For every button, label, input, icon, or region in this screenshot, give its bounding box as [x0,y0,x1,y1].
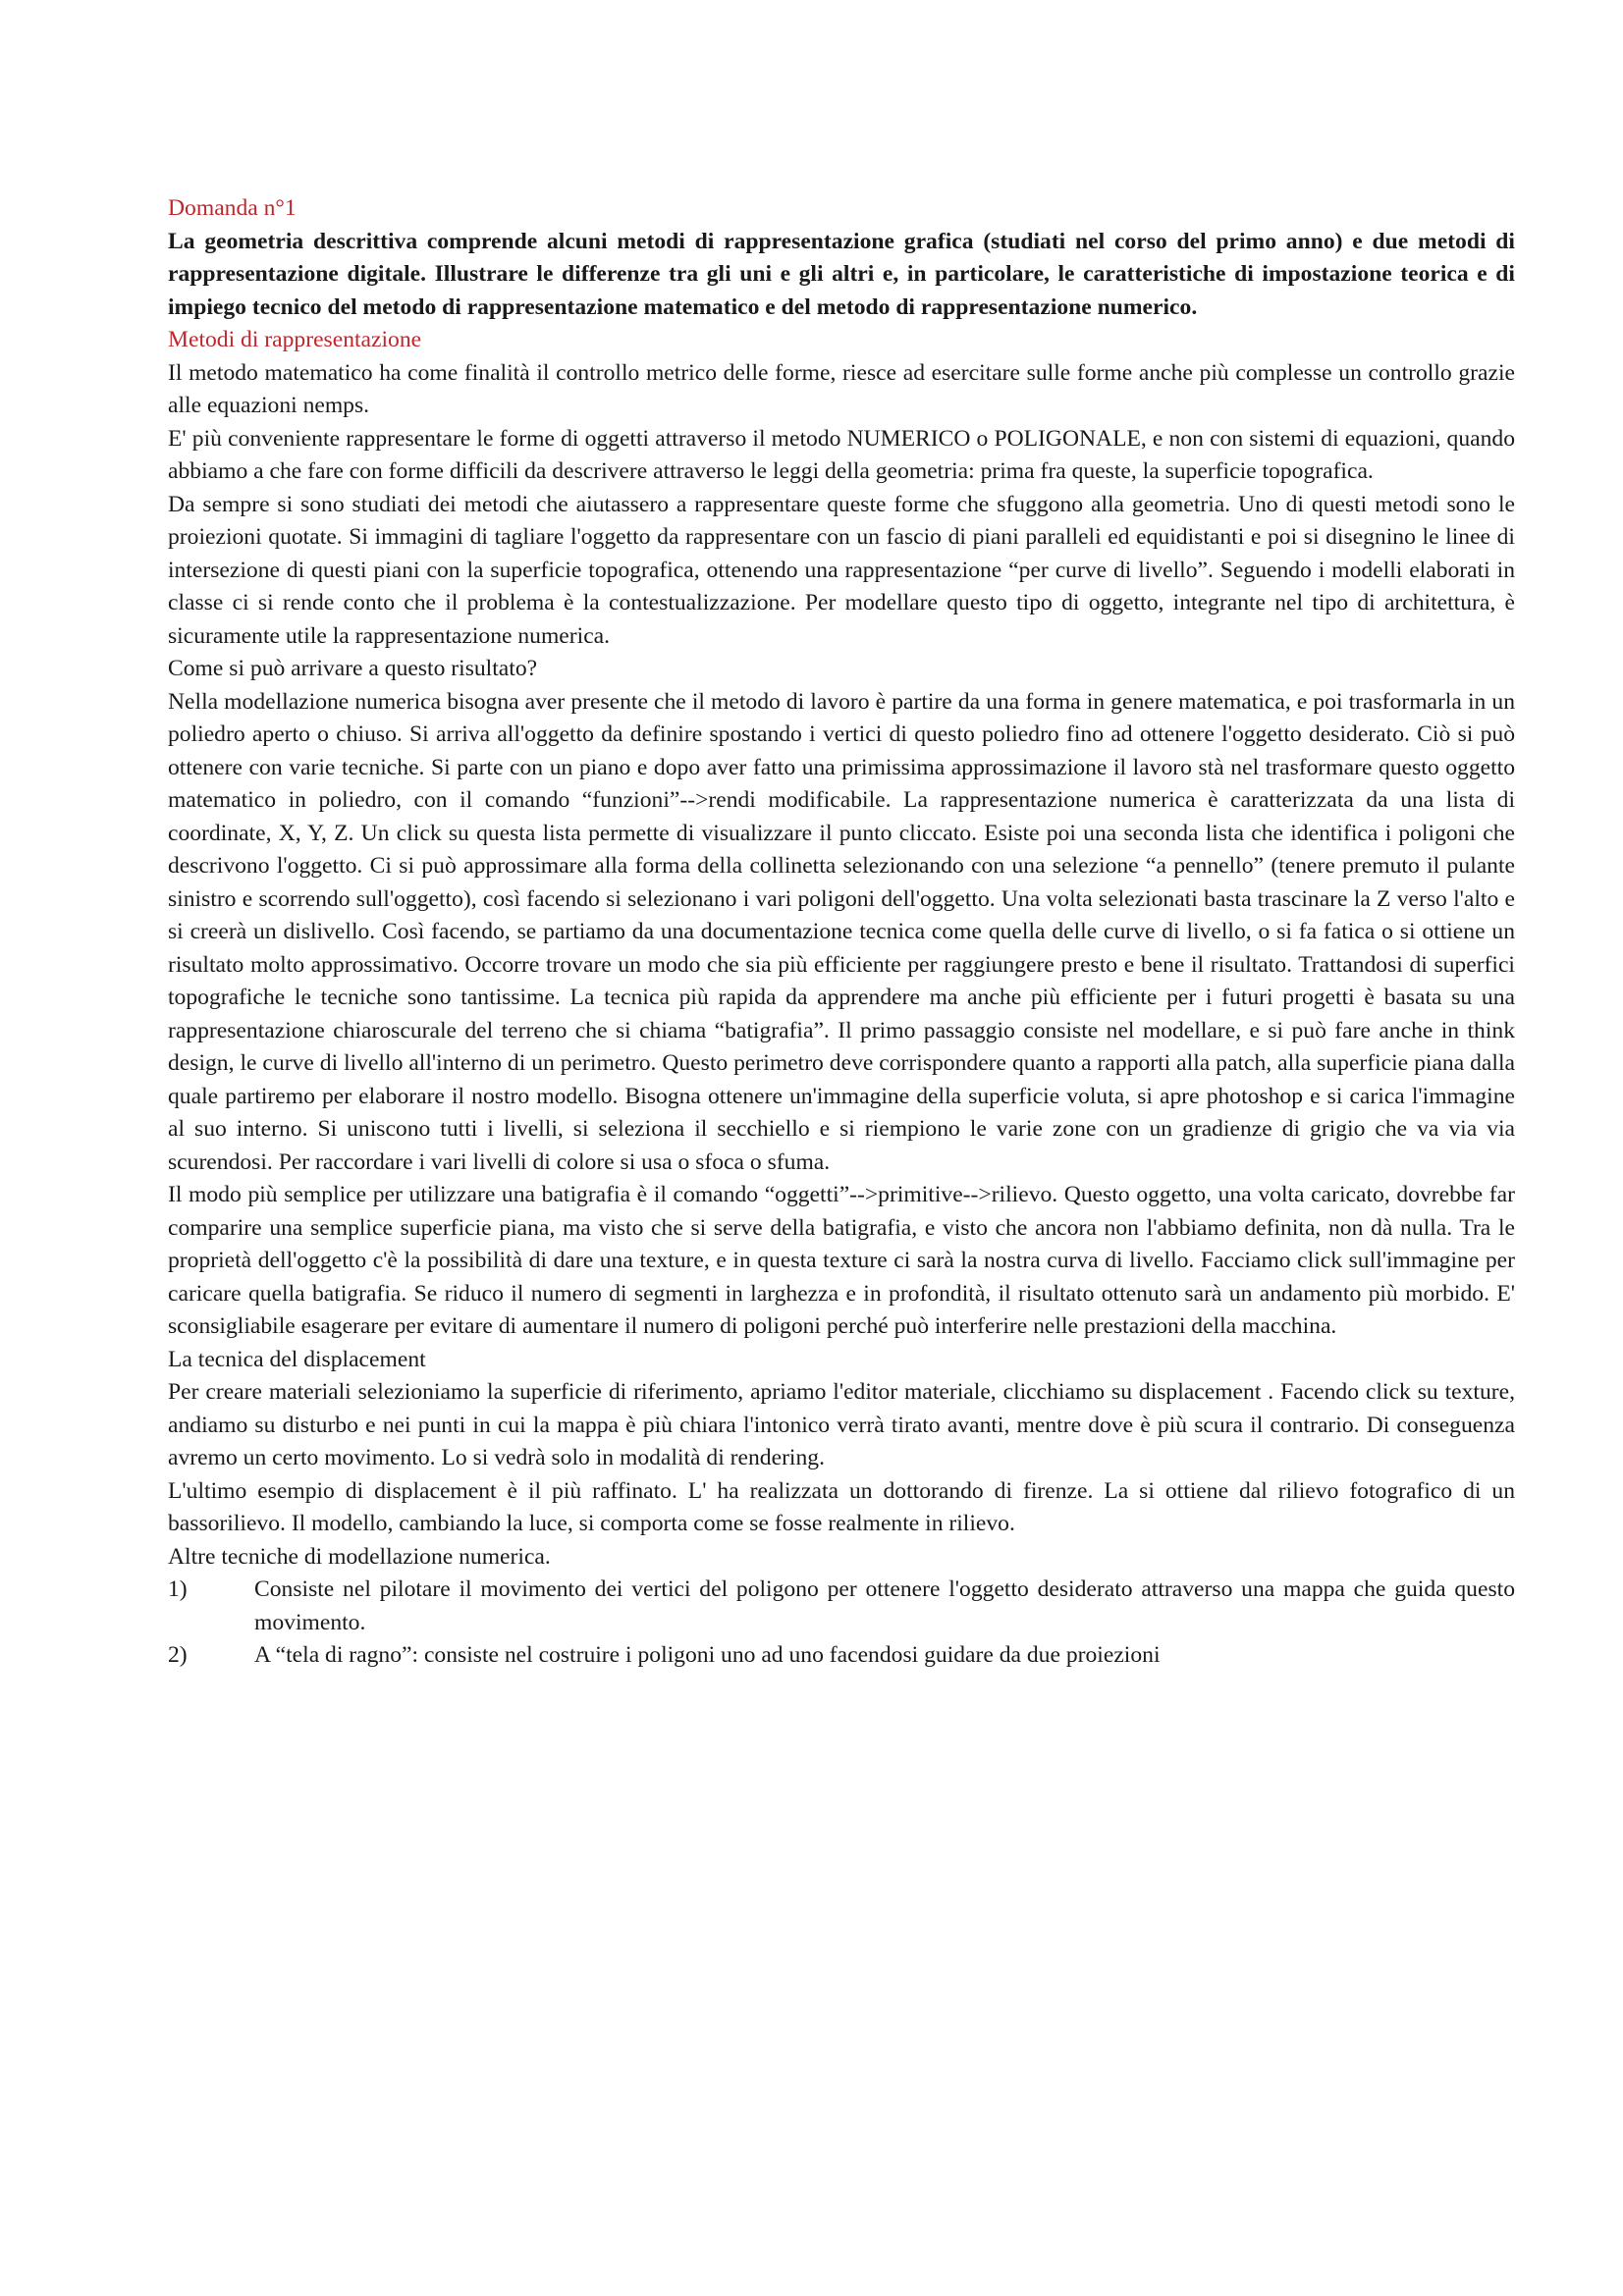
paragraph-numeric-method: E' più conveniente rappresentare le forme di oggetti attraverso il metodo NUMERICO o POLIGONALE, e non con sistemi di equazioni, quando abbiamo a che fare con forme difficili da descrivere attraverso le leggi della geometria: prima fra queste, la superficie topografica. [168,425,1515,484]
paragraph-other-techniques: Altre tecniche di modellazione numerica. [168,1543,551,1570]
list-item-text: A “tela di ragno”: consiste nel costruire i poligoni uno ad uno facendosi guidare da due proiezioni [254,1642,1161,1668]
list-item-number: 2) [168,1642,188,1668]
paragraph-intro: Il metodo matematico ha come finalità il controllo metrico delle forme, riesce ad esercitare sulle forme anche più complesse un controllo grazie alle equazioni nemps. [168,359,1515,418]
paragraph-displacement-example: L'ultimo esempio di displacement è il più raffinato. L' ha realizzata un dottorando di firenze. La si ottiene dal rilievo fotografico di un bassorilievo. Il modello, cambiando la luce, si comporta come se fosse realmente in rilievo. [168,1477,1515,1536]
question-text: La geometria descrittiva comprende alcuni metodi di rappresentazione grafica (studiati nel corso del primo anno) e due metodi di rappresentazione digitale. Illustrare le differenze tra gli uni e gli altri e, in particolare, le caratteristiche di impostazione teorica e di impiego tecnico del metodo di rappresentazione matematico e del metodo di rappresentazione numerico. [168,228,1515,320]
list-item [168,1639,1515,1673]
question-label: Domanda n°1 [168,195,297,221]
document-page [168,192,1515,1673]
paragraph-numeric-modeling: Nella modellazione numerica bisogna aver presente che il metodo di lavoro è partire da una forma in genere matematica, e poi trasformarla in un poliedro aperto o chiuso. Si arriva all'oggetto da definire spostando i vertici di questo poliedro fino ad ottenere l'oggetto desiderato. Ciò si può ottenere con varie tecniche. Si parte con un piano e dopo aver fatto una primissima approssimazione il lavoro stà nel trasformare questo oggetto matematico in poliedro, con il comando “funzioni”-->rendi modificabile. La rappresentazione numerica è caratterizzata da una lista di coordinate, X, Y, Z. Un click su questa lista permette di visualizzare il punto cliccato. Esiste poi una seconda lista che identifica i poligoni che descrivono l'oggetto. Ci si può approssimare alla forma della collinetta selezionando con una selezione “a pennello” (tenere premuto il pulante sinistro e scorrendo sull'oggetto), così facendo si selezionano i vari poligoni dell'oggetto. Una volta selezionati basta trascinare la Z verso l'alto e si creerà un dislivello. Così facendo, se partiamo da una documentazione tecnica come quella delle curve di livello, o si fa fatica o si ottiene un risultato molto approssimativo. Occorre trovare un modo che sia più efficiente per raggiungere presto e bene il risultato. Trattandosi di superfici topografiche le tecniche sono tantissime. La tecnica più rapida da apprendere ma anche più efficiente per i futuri progetti è basata su una rappresentazione chiaroscurale del terreno che si chiama “batigrafia”. Il primo passaggio consiste nel modellare, e si può fare anche in think design, le curve di livello all'interno di un perimetro. Questo perimetro deve corrispondere quanto a rapporti alla patch, alla superficie piana dalla quale partiremo per elaborare il nostro modello. Bisogna ottenere un'immagine della superficie voluta, si apre photoshop e si carica l'immagine al suo interno. Si uniscono tutti i livelli, si seleziona il secchiello e si riempiono le varie zone con un gradienze di grigio che va via via scurendosi. Per raccordare i vari livelli di colore si usa o sfoca o sfuma. [168,688,1515,1175]
paragraph-question: Come si può arrivare a questo risultato? [168,656,538,681]
list-item-text: Consiste nel pilotare il movimento dei vertici del poligono per ottenere l'oggetto desiderato attraverso una mappa che guida questo movimento. [254,1576,1515,1635]
paragraph-batigrafia: Il modo più semplice per utilizzare una batigrafia è il comando “oggetti”-->primitive-->rilievo. Questo oggetto, una volta caricato, dovrebbe far comparire una semplice superficie piana, ma visto che si serve della batigrafia, e visto che ancora non l'abbiamo definita, non dà nulla. Tra le proprietà dell'oggetto c'è la possibilità di dare una texture, e in questa texture ci sarà la nostra curva di livello. Facciamo click sull'immagine per caricare quella batigrafia. Se riduco il numero di segmenti in larghezza e in profondità, il risultato ottenuto sarà un andamento più morbido. E' sconsigliabile esagerare per evitare di aumentare il numero di poligoni perché può interferire nelle prestazioni della macchina. [168,1182,1515,1339]
list-item-number: 1) [168,1576,188,1602]
paragraph-quoted-projections: Da sempre si sono studiati dei metodi che aiutassero a rappresentare queste forme che sfuggono alla geometria. Uno di questi metodi sono le proiezioni quotate. Si immagini di tagliare l'oggetto da rappresentare con un fascio di piani paralleli ed equidistanti e poi si disegnino le linee di intersezione di questi piani con la superficie topografica, ottenendo una rappresentazione “per curve di livello”. Seguendo i modelli elaborati in classe ci si rende conto che il problema è la contestualizzazione. Per modellare questo tipo di oggetto, integrante nel tipo di architettura, è sicuramente utile la rappresentazione numerica. [168,491,1515,649]
section-title: Metodi di rappresentazione [168,327,422,352]
paragraph-displacement: Per creare materiali selezioniamo la superficie di riferimento, apriamo l'editor materiale, clicchiamo su displacement . Facendo click su texture, andiamo su disturbo e nei punti in cui la mappa è più chiara l'intonico verrà tirato avanti, mentre dove è più scura il contrario. Di conseguenza avremo un certo movimento. Lo si vedrà solo in modalità di rendering. [168,1379,1515,1470]
paragraph-displacement-heading: La tecnica del displacement [168,1346,426,1372]
list-item [168,1574,1515,1639]
